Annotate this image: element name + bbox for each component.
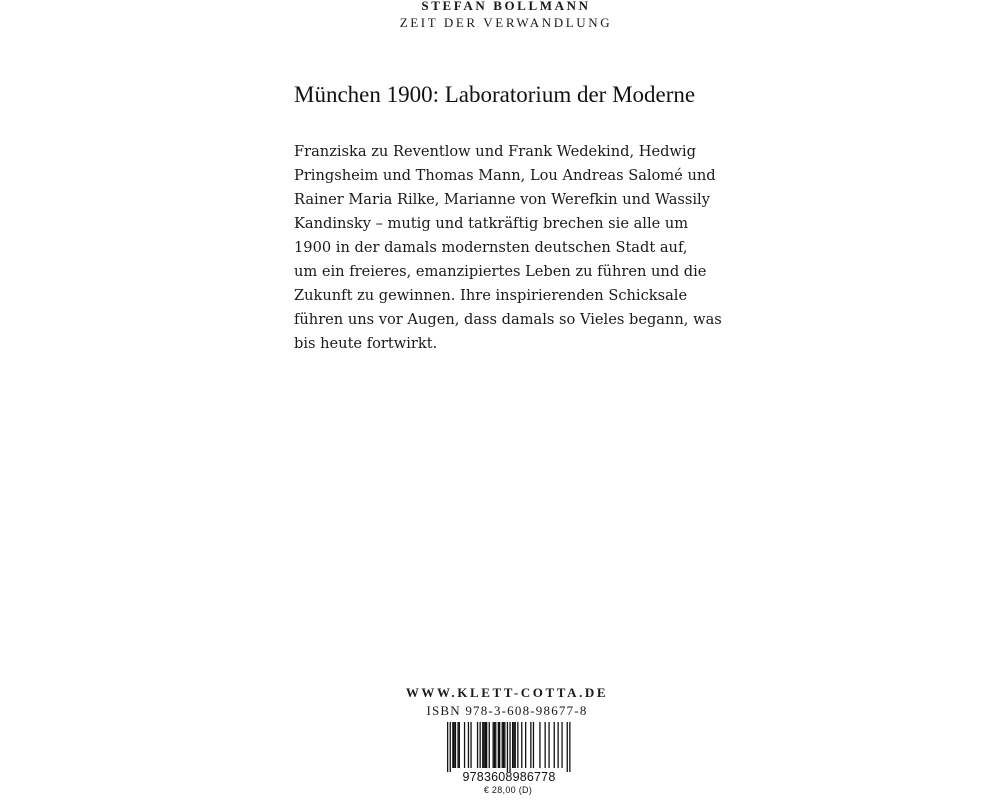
barcode-bar bbox=[454, 722, 455, 768]
barcode-bar bbox=[525, 722, 526, 768]
blurb-line: Pringsheim und Thomas Mann, Lou Andreas Salomé und bbox=[294, 167, 716, 184]
barcode-bar bbox=[512, 722, 513, 768]
barcode-bar bbox=[554, 722, 555, 768]
barcode-bar bbox=[545, 722, 546, 768]
author-name: STEFAN BOLLMANN bbox=[421, 0, 591, 13]
blurb-line: Kandinsky – mutig und tatkräftig brechen sie alle um bbox=[294, 215, 689, 232]
barcode-bar bbox=[468, 722, 469, 768]
barcode-bar bbox=[504, 722, 505, 768]
barcode-bar bbox=[494, 722, 495, 768]
barcode-bar bbox=[558, 722, 559, 768]
barcode-bar bbox=[498, 722, 499, 768]
barcode bbox=[437, 722, 577, 784]
barcode-bar bbox=[470, 722, 471, 768]
barcode-bar bbox=[482, 722, 483, 768]
barcode-bar bbox=[447, 722, 448, 772]
blurb-line: führen uns vor Augen, dass damals so Vieles begann, was bbox=[294, 311, 722, 328]
barcode-bar bbox=[533, 722, 534, 768]
barcode-bar bbox=[457, 722, 458, 768]
barcode-bars bbox=[447, 722, 571, 772]
barcode-bar bbox=[489, 722, 490, 768]
barcode-bar bbox=[517, 722, 518, 768]
barcode-bar bbox=[493, 722, 494, 768]
barcode-bar bbox=[450, 722, 451, 772]
barcode-bar bbox=[507, 722, 508, 772]
barcode-bar bbox=[455, 722, 456, 768]
barcode-bar bbox=[530, 722, 531, 768]
barcode-digits: 9783608986778 bbox=[462, 770, 556, 784]
barcode-bar bbox=[521, 722, 522, 768]
barcode-bar bbox=[477, 722, 478, 768]
barcode-bar bbox=[464, 722, 465, 768]
barcode-bar bbox=[539, 722, 540, 768]
blurb-line: Zukunft zu gewinnen. Ihre inspirierenden Schicksale bbox=[294, 287, 688, 304]
barcode-bar bbox=[495, 722, 496, 768]
blurb-line: 1900 in der damals modernsten deutschen Stadt auf, bbox=[294, 239, 688, 256]
barcode-bar bbox=[499, 722, 500, 768]
price-label: € 28,00 (D) bbox=[483, 785, 533, 795]
book-title: ZEIT DER VERWANDLUNG bbox=[399, 15, 613, 30]
barcode-bar bbox=[483, 722, 484, 768]
blurb-line: Rainer Maria Rilke, Marianne von Werefkin und Wassily bbox=[294, 191, 710, 208]
barcode-bar bbox=[502, 722, 503, 768]
barcode-bar bbox=[515, 722, 516, 768]
barcode-bar bbox=[485, 722, 486, 768]
barcode-bar bbox=[567, 722, 568, 772]
barcode-bar bbox=[503, 722, 504, 768]
publisher-url: WWW.KLETT-COTTA.DE bbox=[405, 685, 609, 700]
blurb-text bbox=[294, 140, 734, 356]
blurb-line: Franziska zu Reventlow und Frank Wedekind, Hedwig bbox=[294, 143, 696, 160]
barcode-bar bbox=[569, 722, 570, 772]
headline: München 1900: Laboratorium der Moderne bbox=[294, 82, 696, 107]
blurb-line: bis heute fortwirkt. bbox=[294, 335, 438, 352]
barcode-bar bbox=[486, 722, 487, 768]
barcode-bar bbox=[561, 722, 562, 768]
barcode-bar bbox=[480, 722, 481, 768]
barcode-bar bbox=[548, 722, 549, 768]
isbn-label: ISBN 978-3-608-98677-8 bbox=[426, 703, 588, 718]
barcode-bar bbox=[452, 722, 453, 768]
barcode-bar bbox=[459, 722, 460, 768]
barcode-bar bbox=[513, 722, 514, 768]
barcode-bar bbox=[509, 722, 510, 772]
blurb-line: um ein freieres, emanzipiertes Leben zu führen und die bbox=[294, 263, 707, 280]
